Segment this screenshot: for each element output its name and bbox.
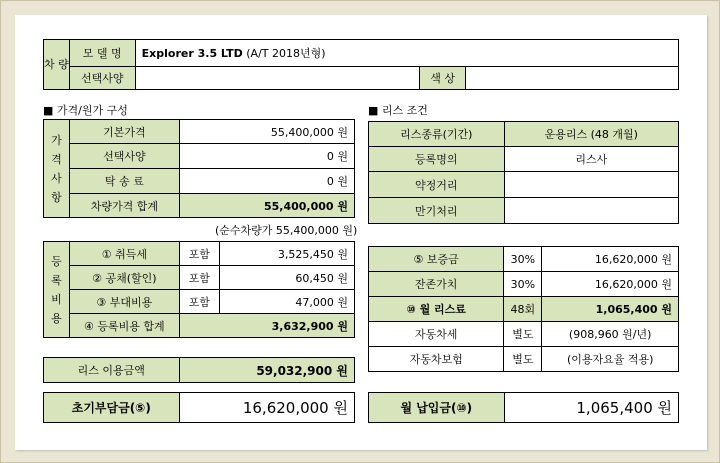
base-price-value: 55,400,000 원	[179, 120, 354, 144]
lease-type-label: 리스종류(기간)	[369, 122, 505, 147]
bond-value: 60,450 원	[219, 266, 354, 290]
base-price-label: 기본가격	[69, 120, 179, 144]
monthly-payment-table	[368, 392, 679, 423]
registration-table	[43, 241, 355, 338]
model-value	[135, 40, 678, 67]
vehicle-side-label: 차 량	[44, 40, 70, 90]
acquisition-tax-value: 3,525,450 원	[219, 242, 354, 266]
incidental-cost-value: 47,000 원	[219, 290, 354, 314]
residual-label: 잔존가치	[369, 272, 504, 297]
insurance-mid: 별도	[504, 347, 542, 372]
lease-type-value: 운용리스 (48 개월)	[504, 122, 678, 147]
model-label: 모 델 명	[69, 40, 135, 67]
deposit-value: 16,620,000 원	[542, 247, 679, 272]
car-tax-mid: 별도	[504, 322, 542, 347]
model-name: Explorer 3.5 LTD	[141, 46, 243, 60]
registrant-label: 등록명의	[369, 147, 505, 172]
registrant-value: 리스사	[504, 147, 678, 172]
options-value	[135, 66, 419, 89]
acquisition-tax-type: 포함	[179, 242, 219, 266]
registration-side-label: 등 록 비 용	[44, 242, 70, 338]
net-price-note: (순수차량가 55,400,000 원)	[215, 224, 358, 237]
delivery-fee-value: 0 원	[179, 169, 354, 194]
initial-payment-label: 초기부담금(⑤)	[44, 393, 180, 423]
initial-payment-value: 16,620,000 원	[179, 393, 354, 423]
quote-sheet	[15, 15, 707, 450]
incidental-cost-label: ③ 부대비용	[69, 290, 179, 314]
car-tax-label: 자동차세	[369, 322, 504, 347]
monthly-lease-value: 1,065,400 원	[542, 297, 679, 322]
price-side-label: 가 격 사 항	[44, 120, 70, 218]
vehicle-table	[43, 39, 679, 90]
lease-amount-table	[43, 357, 355, 383]
bond-label: ② 공채(할인)	[69, 266, 179, 290]
model-suffix: (A/T 2018년형)	[246, 46, 326, 60]
acquisition-tax-label: ① 취득세	[69, 242, 179, 266]
price-section-title: ■ 가격/원가 구성	[43, 104, 128, 117]
color-value	[466, 66, 679, 89]
lease-amount-value: 59,032,900 원	[179, 358, 354, 383]
deposit-rate: 30%	[504, 247, 542, 272]
options-price-value: 0 원	[179, 144, 354, 169]
monthly-payment-value: 1,065,400 원	[504, 393, 678, 423]
residual-value: 16,620,000 원	[542, 272, 679, 297]
options-label: 선택사양	[69, 66, 135, 89]
vehicle-total-label: 차량가격 합계	[69, 194, 179, 218]
lease-conditions-table	[368, 121, 679, 224]
bond-type: 포함	[179, 266, 219, 290]
monthly-lease-count: 48회	[504, 297, 542, 322]
options-price-label: 선택사양	[69, 144, 179, 169]
vehicle-total-value: 55,400,000 원	[179, 194, 354, 218]
registration-total-value: 3,632,900 원	[179, 314, 354, 338]
color-label: 색 상	[420, 66, 466, 89]
incidental-cost-type: 포함	[179, 290, 219, 314]
registration-total-label: ④ 등록비용 합계	[69, 314, 179, 338]
monthly-lease-label: ⑩ 월 리스료	[369, 297, 504, 322]
deposit-label: ⑤ 보증금	[369, 247, 504, 272]
price-table	[43, 119, 355, 218]
insurance-value: (이용자요율 적용)	[542, 347, 679, 372]
residual-rate: 30%	[504, 272, 542, 297]
initial-payment-table	[43, 392, 355, 423]
lease-conditions-title: ■ 리스 조건	[368, 104, 428, 117]
maturity-label: 만기처리	[369, 198, 505, 224]
lease-amount-label: 리스 이용금액	[44, 358, 180, 383]
monthly-payment-label: 월 납입금(⑩)	[369, 393, 505, 423]
contract-mileage-value	[504, 172, 678, 198]
contract-mileage-label: 약정거리	[369, 172, 505, 198]
car-tax-value: (908,960 원/년)	[542, 322, 679, 347]
maturity-value	[504, 198, 678, 224]
insurance-label: 자동차보험	[369, 347, 504, 372]
delivery-fee-label: 탁 송 료	[69, 169, 179, 194]
lease-costs-table	[368, 246, 679, 372]
